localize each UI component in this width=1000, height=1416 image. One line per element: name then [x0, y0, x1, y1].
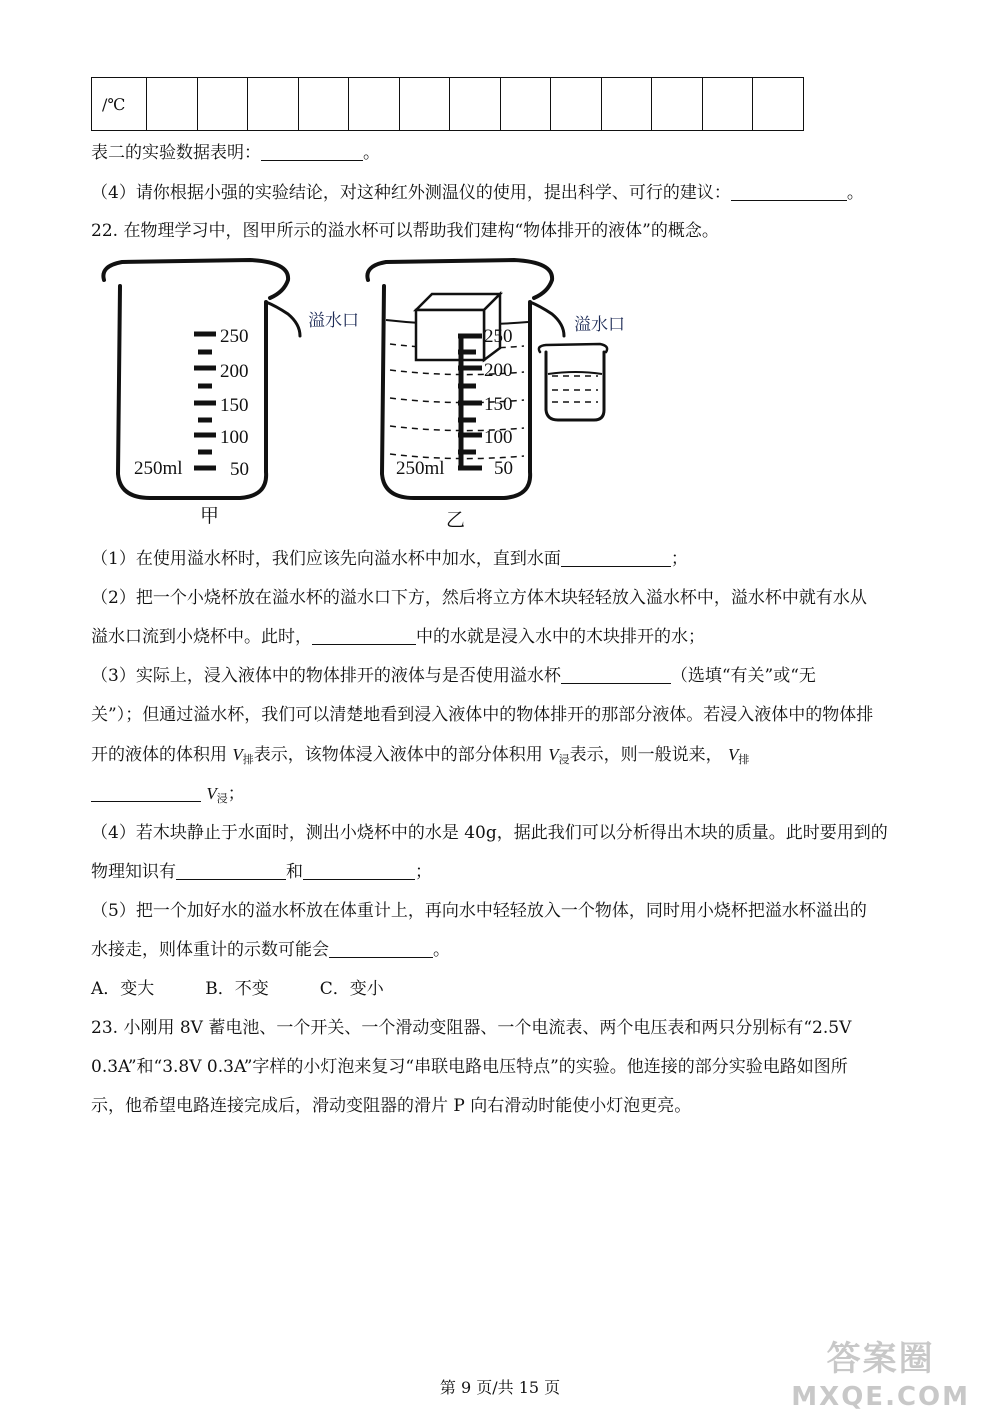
table-cell	[450, 78, 501, 131]
table-cell	[349, 78, 400, 131]
p3-line: 关”）；但通过溢水杯，我们可以清楚地看到浸入液体中的物体排开的那部分液体。若浸入液体中的物体排	[91, 705, 874, 725]
table-cell	[753, 78, 804, 131]
table2-line: 表二的实验数据表明： 。	[91, 143, 380, 163]
tick-label: 200	[220, 361, 249, 382]
table-cell	[147, 78, 198, 131]
answer-blank[interactable]	[561, 548, 671, 567]
p1-line: （1）在使用溢水杯时，我们应该先向溢水杯中加水，直到水面 ；	[91, 549, 688, 569]
table-cell	[601, 78, 652, 131]
answer-blank[interactable]	[176, 861, 286, 880]
table-cell	[702, 78, 753, 131]
figure-label-b: 乙	[446, 509, 466, 531]
answer-blank[interactable]	[91, 783, 201, 802]
tick-label: 250	[220, 326, 249, 347]
tick-label: 100	[484, 427, 513, 448]
table-cell	[248, 78, 299, 131]
p2-line: 溢水口流到小烧杯中。此时， 中的水就是浸入水中的木块排开的水；	[91, 627, 705, 647]
table-cell	[652, 78, 703, 131]
p5-line: 水接走，则体重计的示数可能会 。	[91, 940, 450, 960]
tick-label: 150	[220, 395, 249, 416]
p3-line: 开的液体的体积用 $V_排$表示，该物体浸入液体中的部分体积用 $V_浸$表示，则一般说来， $V_排$	[91, 745, 750, 766]
tick-label: 250	[484, 326, 513, 347]
watermark-logo: 答案圈 MXQE.COM	[791, 1339, 970, 1412]
q23-line: 示，他希望电路连接完成后，滑动变阻器的滑片 P 向右滑动时能使小灯泡更亮。	[91, 1096, 692, 1116]
q22-title: 22. 在物理学习中，图甲所示的溢水杯可以帮助我们建构“物体排开的液体”的概念。	[91, 221, 719, 241]
table-cell	[399, 78, 450, 131]
table-cell	[500, 78, 551, 131]
tick-label: 150	[484, 394, 513, 415]
tick-label: 200	[484, 360, 513, 381]
p3-line: （3）实际上，浸入液体中的物体排开的液体与是否使用溢水杯 （选填“有关”或“无	[91, 666, 816, 686]
options-line: A．变大 B．不变 C．变小	[91, 979, 384, 999]
answer-blank[interactable]	[329, 939, 433, 958]
page-footer: 第 9 页/共 15 页	[439, 1378, 561, 1397]
table-cell	[197, 78, 248, 131]
p4-line: 物理知识有 和 ；	[91, 862, 432, 882]
q4-line: （4）请你根据小强的实验结论，对这种红外测温仪的使用，提出科学、可行的建议： 。	[91, 183, 864, 203]
overflow-label: 溢水口	[574, 315, 625, 335]
answer-blank[interactable]	[261, 142, 363, 161]
unit-cell: /℃	[92, 78, 147, 131]
overflow-label: 溢水口	[308, 311, 359, 331]
p4-line: （4）若木块静止于水面时，测出小烧杯中的水是 40g，据此我们可以分析得出木块的质量。此时要用到的	[91, 823, 888, 843]
capacity-label: 250ml	[396, 458, 445, 479]
answer-blank[interactable]	[303, 861, 415, 880]
figure-label-a: 甲	[200, 505, 220, 527]
p5-line: （5）把一个加好水的溢水杯放在体重计上，再向水中轻轻放入一个物体，同时用小烧杯把溢水杯溢出的	[91, 901, 867, 921]
answer-blank[interactable]	[312, 626, 416, 645]
tick-label: 50	[494, 458, 513, 479]
p3-line: $V_浸$；	[91, 782, 245, 811]
q23-line: 23. 小刚用 8V 蓄电池、一个开关、一个滑动变阻器、一个电流表、两个电压表和两只分别标有“2.5V	[91, 1018, 852, 1038]
table-cell	[298, 78, 349, 131]
q23-line: 0.3A”和“3.8V 0.3A”字样的小灯泡来复习“串联电路电压特点”的实验。他连接的部分实验电路如图所	[91, 1057, 848, 1077]
table-cell	[551, 78, 602, 131]
answer-blank[interactable]	[731, 182, 847, 201]
overflow-cup-figure	[90, 252, 670, 532]
tick-label: 100	[220, 427, 249, 448]
answer-blank[interactable]	[561, 665, 671, 684]
data-table	[91, 77, 804, 131]
p2-line: （2）把一个小烧杯放在溢水杯的溢水口下方，然后将立方体木块轻轻放入溢水杯中，溢水杯中就有水从	[91, 588, 867, 608]
capacity-label: 250ml	[134, 458, 183, 479]
tick-label: 50	[230, 459, 249, 480]
